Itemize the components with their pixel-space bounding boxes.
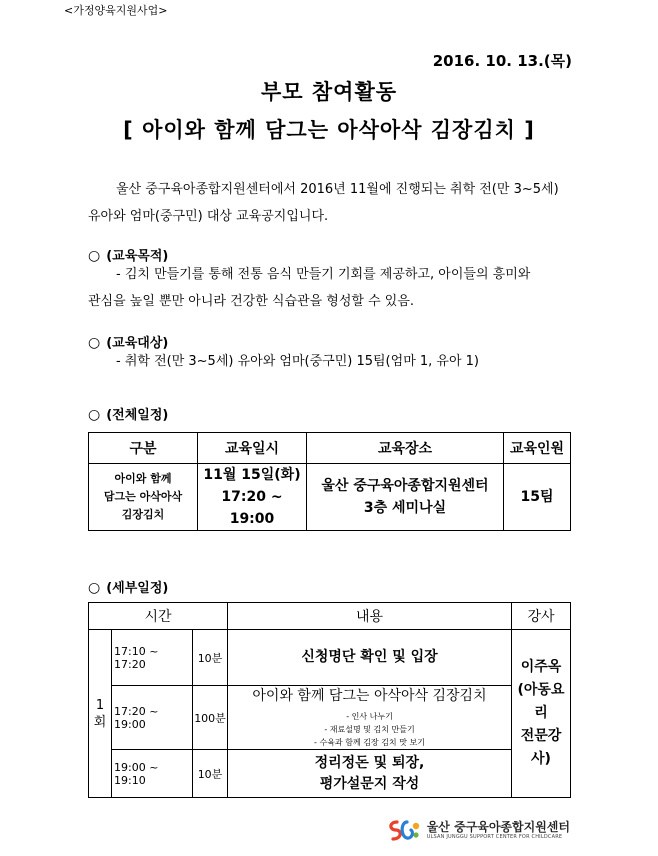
lecturer-line: (아동요리 [517, 682, 565, 721]
section-target-label: (교육대상) [106, 336, 169, 351]
org-name-en: ULSAN JUNGGU SUPPORT CENTER FOR CHILDCARE [426, 833, 563, 840]
purpose-line-2: 관심을 높일 뿐만 아니라 건강한 식습관을 형성할 수 있음. [88, 294, 415, 309]
center-logo-icon [387, 818, 421, 842]
cell-place [307, 464, 504, 531]
cell-lecturer [512, 630, 571, 798]
cell-session [89, 630, 112, 798]
header-category: 구분 [89, 433, 198, 464]
cell-content [228, 686, 512, 750]
place-line: 울산 중구육아종합지원센터 [321, 478, 489, 494]
lecturer-line: 이주옥 [520, 659, 562, 675]
header-content: 내용 [228, 603, 512, 630]
category-line: 아이와 함께 [114, 472, 172, 485]
page-subtitle: [ 아이와 함께 담그는 아삭아삭 김장김치 ] [123, 118, 535, 142]
header-place: 교육장소 [307, 433, 504, 464]
section-detail-label: (세부일정) [106, 581, 169, 596]
organization-logo [387, 818, 570, 842]
content-line: 정리정돈 및 퇴장, [314, 754, 425, 771]
cell-duration: 10분 [193, 750, 228, 798]
header-people: 교육인원 [504, 433, 571, 464]
cell-time: 17:20 ~ 19:00 [112, 686, 193, 750]
intro-line-2: 유아와 엄마(중구민) 대상 교육공지입니다. [88, 209, 329, 224]
intro-line-1: 울산 중구육아종합지원센터에서 2016년 11월에 진행되는 취학 전(만 3~5세) [116, 182, 559, 197]
purpose-line-1: - 김치 만들기를 통해 전통 음식 만들기 기회를 제공하고, 아이들의 흥미와 [116, 267, 531, 282]
circle-bullet-icon: ○ [88, 335, 101, 351]
cell-content: 신청명단 확인 및 입장 [228, 630, 512, 686]
detail-schedule-table [88, 602, 571, 798]
header-datetime: 교육일시 [198, 433, 307, 464]
document-date: 2016. 10. 13.(목) [432, 52, 572, 70]
cell-content [228, 750, 512, 798]
table-row [89, 750, 571, 798]
program-tag: <가정양육지원사업> [64, 4, 168, 17]
cell-duration: 100분 [193, 686, 228, 750]
content-line: 평가설문지 작성 [319, 775, 420, 792]
cell-duration: 10분 [193, 630, 228, 686]
datetime-line: 11월 15일(화) [203, 467, 301, 483]
overall-schedule-table [88, 432, 571, 531]
cell-time: 17:10 ~ 17:20 [112, 630, 193, 686]
session-line: 1 [95, 697, 105, 713]
content-title: 아이와 함께 담그는 아삭아삭 김장김치 [252, 688, 487, 704]
table-row [89, 630, 571, 686]
lecturer-line: 전문강사) [520, 728, 562, 767]
content-bullet: - 인사 나누기 [346, 712, 393, 721]
circle-bullet-icon: ○ [88, 407, 101, 423]
section-detail-heading [88, 577, 168, 596]
cell-time: 19:00 ~ 19:10 [112, 750, 193, 798]
table-row [89, 686, 571, 750]
category-line: 담그는 아삭아삭 [103, 490, 183, 503]
header-lecturer: 강사 [512, 603, 571, 630]
purpose-paragraph [88, 261, 588, 315]
section-overall-heading [88, 404, 168, 423]
target-paragraph [88, 348, 588, 375]
content-bullet: - 수육과 함께 김장 김치 맛 보기 [314, 738, 425, 747]
cell-people: 15팀 [504, 464, 571, 531]
circle-bullet-icon: ○ [88, 248, 101, 264]
category-line: 김장김치 [121, 508, 165, 521]
intro-paragraph [88, 176, 588, 230]
section-purpose-label: (교육목적) [106, 249, 169, 264]
session-line: 회 [93, 714, 107, 730]
target-line-1: - 취학 전(만 3~5세) 유아와 엄마(중구민) 15팀(엄마 1, 유아 1) [116, 354, 480, 369]
cell-datetime [198, 464, 307, 531]
table-row [89, 464, 571, 531]
cell-category [89, 464, 198, 531]
table-header-row [89, 433, 571, 464]
header-time: 시간 [89, 603, 228, 630]
page-title: 부모 참여활동 [260, 80, 398, 104]
datetime-line: 17:20 ~ 19:00 [221, 489, 283, 527]
circle-bullet-icon: ○ [88, 580, 101, 596]
org-name: 울산 중구육아종합지원센터 [426, 819, 570, 834]
table-header-row [89, 603, 571, 630]
section-overall-label: (전체일정) [106, 408, 169, 423]
content-bullet: - 재료설명 및 김치 만들기 [324, 725, 415, 734]
place-line: 3층 세미나실 [363, 500, 447, 516]
